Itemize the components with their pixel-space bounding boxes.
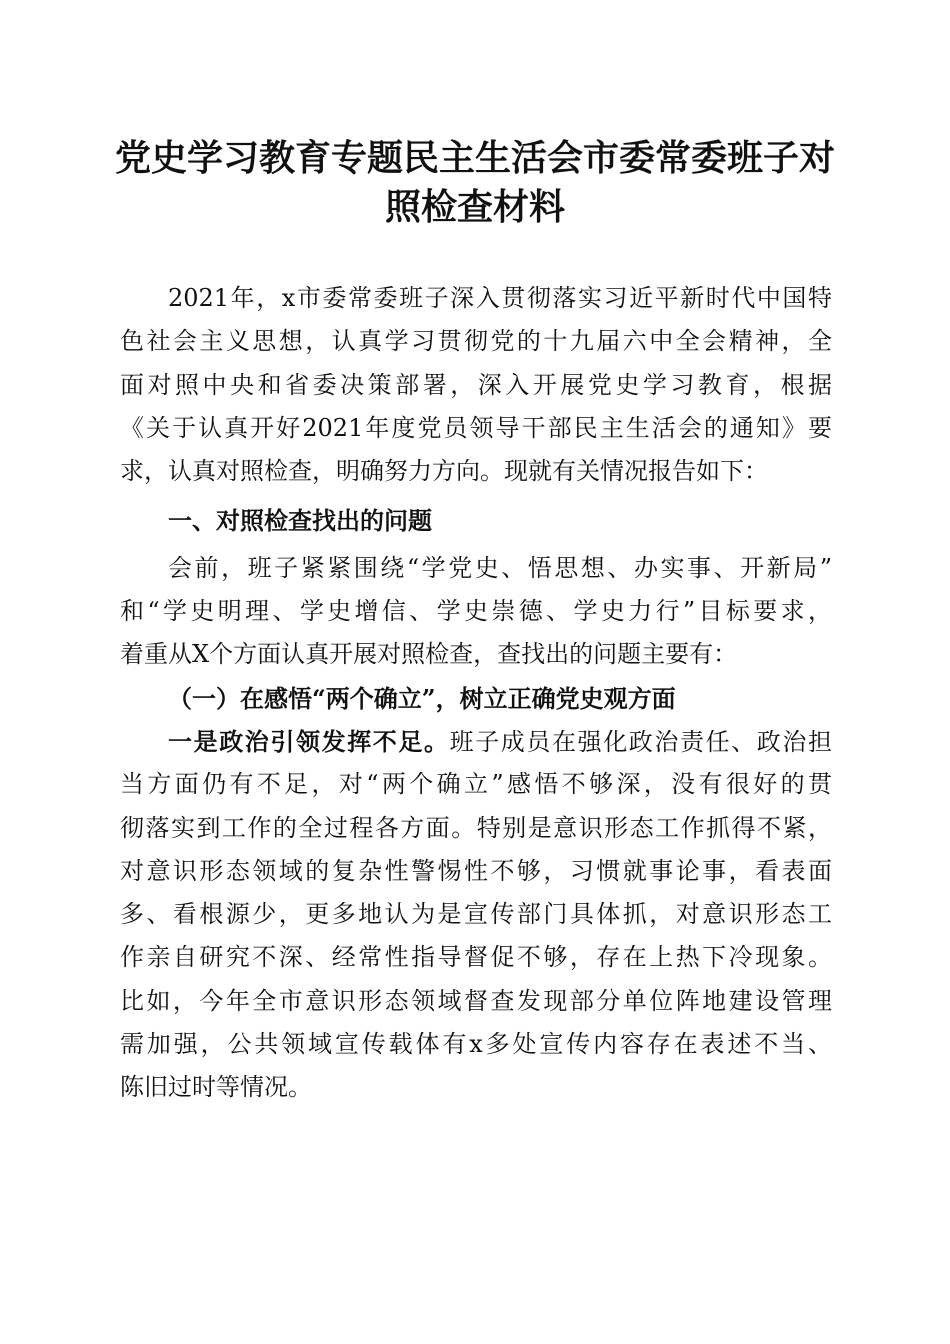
paragraph (120, 547, 832, 677)
text-line: 色社会主义思想，认真学习贯彻党的十九届六中全会精神，全 (120, 327, 832, 356)
text-line: 陈旧过时等情况。 (120, 1073, 312, 1102)
text-line: 多、看根源少，更多地认为是宣传部门具体抓，对意识形态工 (120, 900, 832, 929)
section-heading: 一、对照检查找出的问题 (168, 506, 432, 536)
text-line: 彻落实到工作的全过程各方面。特别是意识形态工作抓得不紧， (120, 813, 832, 842)
document-body (120, 277, 832, 1110)
text-line: 对意识形态领域的复杂性警惕性不够，习惯就事论事，看表面 (120, 856, 832, 885)
text-line: 《关于认真开好2021年度党员领导干部民主生活会的通知》要 (120, 413, 832, 442)
text-line: 需加强，公共领域宣传载体有x多处宣传内容存在表述不当、 (120, 1030, 832, 1059)
text-line: 和“学史明理、学史增信、学史崇德、学史力行”目标要求， (120, 597, 832, 626)
text-line: 比如，今年全市意识形态领域督查发现部分单位阵地建设管理 (120, 986, 832, 1015)
title-line: 照检查材料 (384, 186, 565, 228)
paragraph (120, 720, 832, 1110)
text-line: 求，认真对照检查，明确努力方向。现就有关情况报告如下： (120, 457, 768, 486)
text-line: 当方面仍有不足，对“两个确立”感悟不够深，没有很好的贯 (120, 770, 832, 799)
intro-paragraph (120, 277, 832, 493)
document-title (100, 134, 850, 232)
title-line: 党史学习教育专题民主生活会市委常委班子对 (114, 137, 835, 179)
text-line: 作亲自研究不深、经常性指导督促不够，存在上热下冷现象。 (120, 943, 832, 972)
text-line (120, 720, 832, 763)
text-line: 面对照中央和省委决策部署，深入开展党史学习教育，根据 (120, 370, 832, 399)
text-line: 会前，班子紧紧围绕“学党史、悟思想、办实事、开新局” (168, 553, 832, 582)
text-span: 班子成员在强化政治责任、政治担 (449, 727, 833, 756)
text-line: 2021年，x市委常委班子深入贯彻落实习近平新时代中国特 (168, 284, 832, 312)
text-line: 着重从X个方面认真开展对照检查，查找出的问题主要有： (120, 640, 738, 669)
subsection-heading: （一）在感悟“两个确立”，树立正确党史观方面 (168, 683, 676, 713)
bold-lead: 一是政治引领发挥不足。 (168, 726, 450, 756)
